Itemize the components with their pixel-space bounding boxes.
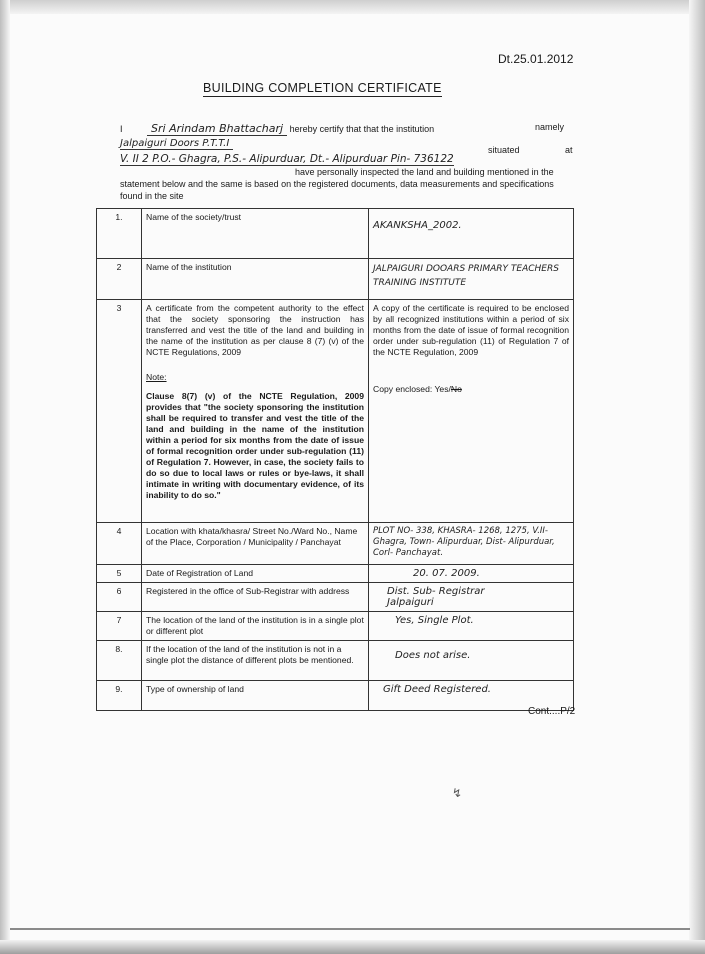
row-number: 8. bbox=[97, 641, 142, 681]
scan-edge-left bbox=[0, 0, 10, 954]
location-value: PLOT NO- 338, KHASRA- 1268, 1275, V.II- Ghagra, Town- Alipurduar, Dist- Alipurduar, Corl- Panchayat. bbox=[373, 526, 555, 558]
row-number: 7 bbox=[97, 612, 142, 641]
scan-edge-bottom bbox=[0, 940, 705, 954]
plot-location-value: Yes, Single Plot. bbox=[395, 615, 474, 626]
signatory-name: Sri Arindam Bhattacharj bbox=[147, 122, 287, 136]
registrar-value: Dist. Sub- Registrar Jalpaiguri bbox=[387, 586, 485, 608]
scan-smudge-mark: ↯ bbox=[452, 786, 463, 800]
row-value bbox=[369, 641, 574, 681]
row-label: The location of the land of the institution is in a single plot or different plot bbox=[142, 612, 369, 641]
copy-enclosed-yes: Yes/ bbox=[434, 384, 451, 394]
institution-address-handwritten: V. II 2 P.O.- Ghagra, P.S.- Alipurduar, Dt.- Alipurduar Pin- 736122 bbox=[120, 153, 454, 165]
document-date: Dt.25.01.2012 bbox=[498, 52, 574, 66]
table-row bbox=[97, 565, 574, 583]
intro-text-2: have personally inspected the land and building mentioned in the statement below and the same is based on the registered documents, data measurements and specifications found in the site bbox=[120, 167, 554, 201]
certification-paragraph bbox=[120, 166, 572, 202]
note-heading: Note: bbox=[146, 372, 167, 382]
certification-line-2 bbox=[120, 138, 573, 155]
row-value bbox=[369, 583, 574, 612]
row-number: 2 bbox=[97, 259, 142, 300]
row-label: Location with khata/khasra/ Street No./Ward No., Name of the Place, Corporation / Municipality / Panchayat bbox=[142, 523, 369, 565]
row-number: 6 bbox=[97, 583, 142, 612]
table-row bbox=[97, 583, 574, 612]
row-label bbox=[142, 300, 369, 523]
copy-enclosed-no: No bbox=[450, 384, 462, 394]
registration-date-value: 20. 07. 2009. bbox=[413, 568, 480, 579]
scan-edge-top bbox=[0, 0, 705, 14]
row-value bbox=[369, 523, 574, 565]
copy-enclosed-line bbox=[373, 384, 569, 395]
society-name-value: AKANKSHA_2002. bbox=[373, 220, 462, 231]
institution-name-value: JALPAIGURI DOOARS PRIMARY TEACHERS TRAINING INSTITUTE bbox=[373, 264, 559, 288]
row-number: 3 bbox=[97, 300, 142, 523]
plot-distance-value: Does not arise. bbox=[395, 650, 471, 661]
institution-name-handwritten: Jalpaiguri Doors P.T.T.I bbox=[120, 138, 233, 150]
row-label: Name of the institution bbox=[142, 259, 369, 300]
row-label: Date of Registration of Land bbox=[142, 565, 369, 583]
row-number: 4 bbox=[97, 523, 142, 565]
certificate-copy-requirement: A copy of the certificate is required to be enclosed by all recognized institutions within a period of six months from the date of issue of formal recognition order under sub-regulation (11) of Regulation 7 of the NCTE Regulation, 2009 bbox=[373, 303, 569, 357]
row-label: Registered in the office of Sub-Registrar with address bbox=[142, 583, 369, 612]
table-row bbox=[97, 612, 574, 641]
row-label: If the location of the land of the institution is not in a single plot the distance of different plots be mentioned. bbox=[142, 641, 369, 681]
row-label: Type of ownership of land bbox=[142, 681, 369, 711]
row-value bbox=[369, 612, 574, 641]
table-row bbox=[97, 681, 574, 711]
copy-enclosed-label: Copy enclosed: bbox=[373, 384, 433, 394]
row-value bbox=[369, 300, 574, 523]
row-number: 1. bbox=[97, 209, 142, 259]
intro-situated: situated bbox=[488, 145, 520, 155]
table-row bbox=[97, 209, 574, 259]
row-number: 5 bbox=[97, 565, 142, 583]
row-value bbox=[369, 565, 574, 583]
table-row bbox=[97, 300, 574, 523]
table-row bbox=[97, 641, 574, 681]
ownership-value: Gift Deed Registered. bbox=[383, 684, 491, 695]
certificate-requirement-text: A certificate from the competent authority to the effect that the society sponsoring the instruction has transferred and vest the title of the land and building in the name of the institution as per clause 8 (7) (v) of the NCTE Regulations, 2009 bbox=[146, 303, 364, 357]
table-row bbox=[97, 259, 574, 300]
intro-number: I bbox=[120, 124, 123, 134]
intro-at: at bbox=[565, 145, 573, 155]
certificate-table bbox=[96, 208, 574, 711]
scan-bottom-rule bbox=[10, 928, 690, 930]
row-label: Name of the society/trust bbox=[142, 209, 369, 259]
intro-text-1: hereby certify that that the institution bbox=[289, 124, 435, 134]
certification-line-3 bbox=[120, 153, 572, 165]
table-row bbox=[97, 523, 574, 565]
note-body: Clause 8(7) (v) of the NCTE Regulation, 2009 provides that "the society sponsoring the institution shall be required to transfer and vest the title of the land and building in the name of the institution within a period for six months from the date of issue of formal recognition order under sub-regulation (11) of Regulation 7. However, in case, the society fails to do so due to local laws or rules or bye-laws, it shall intimate in writing with documentary evidence, of its inability to do so." bbox=[146, 391, 364, 500]
certification-line-1 bbox=[120, 122, 565, 135]
intro-namely: namely bbox=[535, 122, 565, 132]
scan-edge-right bbox=[689, 0, 705, 954]
row-value bbox=[369, 259, 574, 300]
continued-marker: Cont....P/2 bbox=[528, 706, 576, 717]
row-number: 9. bbox=[97, 681, 142, 711]
row-value bbox=[369, 209, 574, 259]
document-title: BUILDING COMPLETION CERTIFICATE bbox=[203, 81, 442, 95]
